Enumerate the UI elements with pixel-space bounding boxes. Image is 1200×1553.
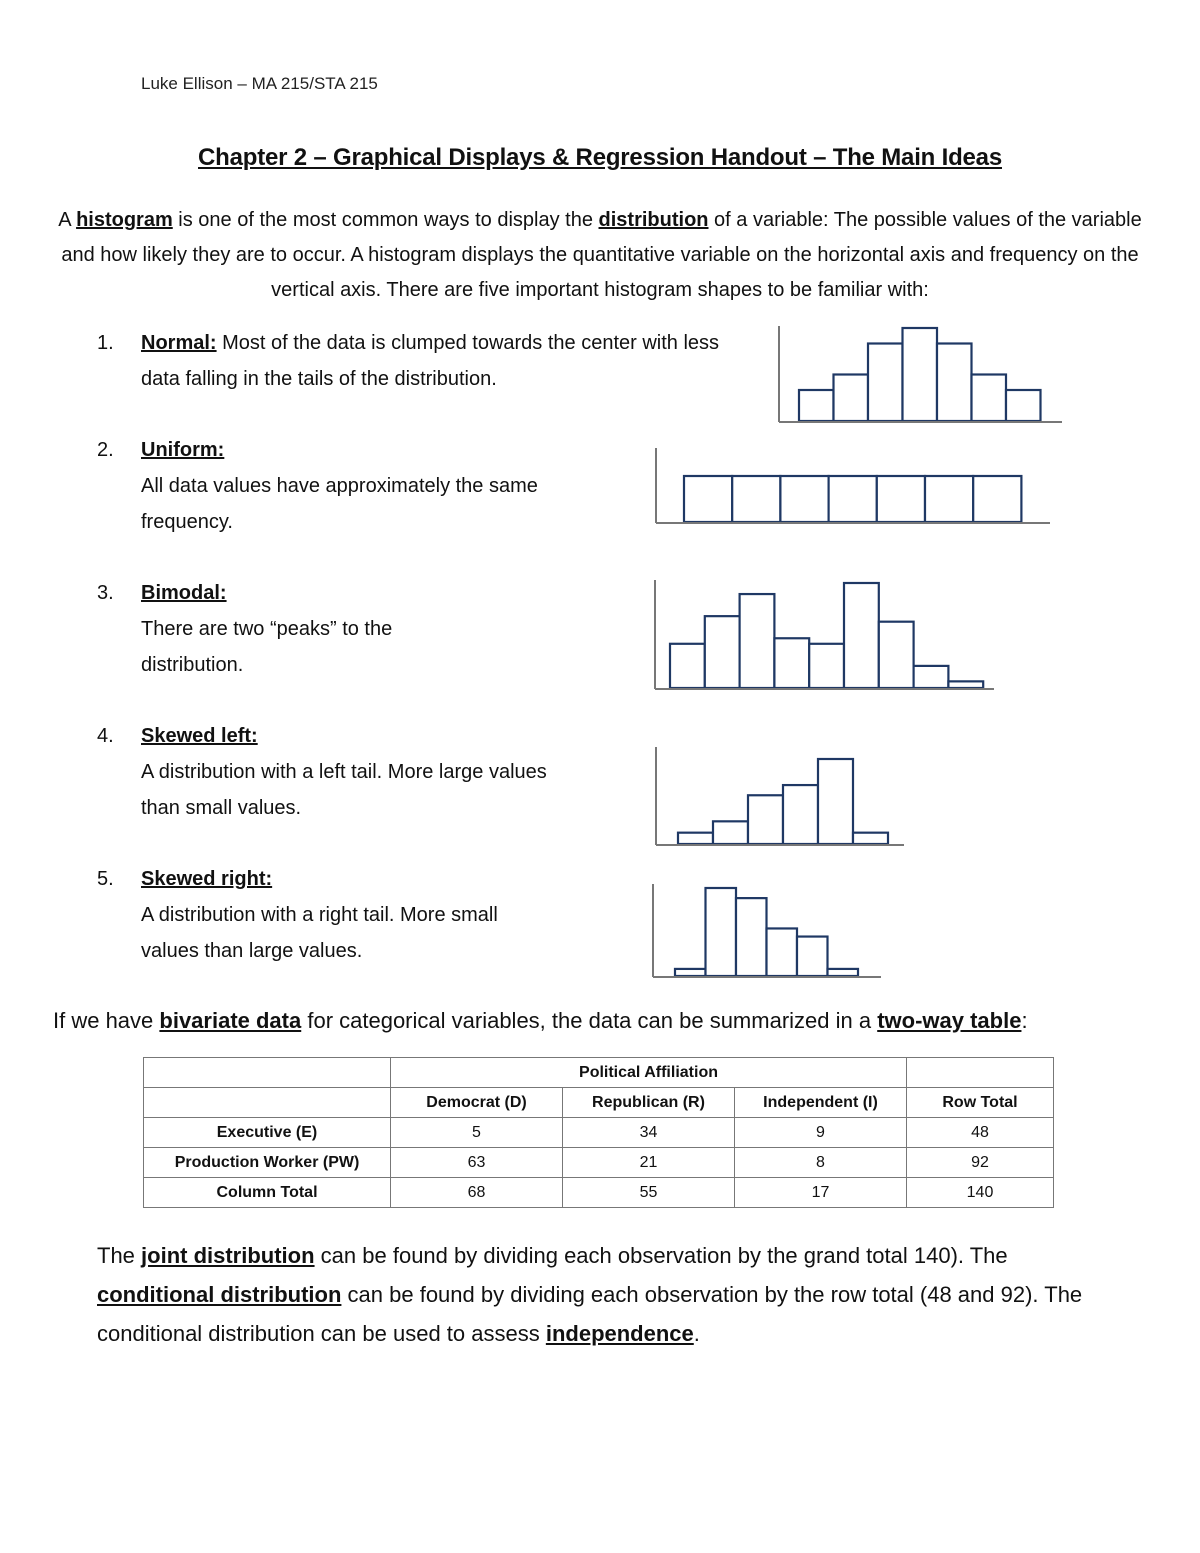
page-title: Chapter 2 – Graphical Displays & Regression Handout – The Main Ideas (198, 144, 1002, 171)
table-cell: 63 (391, 1148, 563, 1178)
column-header: Row Total (907, 1088, 1054, 1118)
shape-number: 3. (97, 582, 114, 604)
table-cell: 34 (563, 1118, 735, 1148)
skewed-left-histogram (652, 745, 906, 848)
histogram-bar (809, 644, 844, 688)
intro-paragraph: A histogram is one of the most common ways to display the distribution of a variable: The possible values of the variable and how likely they are to occur. A histogram displays the quantitative variable on the horizontal axis and frequency on the vertical axis. There are five important histogram shapes to be familiar with: (58, 209, 1142, 301)
histogram-bar (818, 759, 853, 844)
shape-name: Skewed right: (141, 868, 273, 890)
histogram-bar (829, 476, 877, 522)
term-histogram: histogram (76, 209, 173, 231)
table-cell: 5 (391, 1118, 563, 1148)
two-way-table (143, 1057, 1054, 1208)
row-label: Production Worker (PW) (144, 1148, 391, 1178)
closing-paragraph: The joint distribution can be found by dividing each observation by the grand total 140). The conditional distribution can be found by dividing each observation by the row total (48 and 92). The conditional distribution can be used to assess independence. (97, 1243, 1083, 1346)
histogram-bar (914, 666, 949, 688)
term-conditional-distribution: conditional distribution (97, 1282, 342, 1307)
table-cell: 48 (907, 1118, 1054, 1148)
shape-normal-text: Normal: Most of the data is clumped towards the center with less data falling in the tails of the distribution. (141, 332, 720, 390)
table-cell: 92 (907, 1148, 1054, 1178)
normal-histogram (776, 323, 1066, 425)
histogram-bar (925, 476, 973, 522)
shape-number: 1. (97, 332, 114, 354)
shape-bimodal-text: Bimodal: There are two “peaks” to the distribution. (141, 582, 393, 676)
term-distribution: distribution (598, 209, 709, 231)
histogram-bar (879, 622, 914, 688)
histogram-bar (748, 795, 783, 844)
histogram-bar (740, 594, 775, 688)
table-empty-cell (907, 1058, 1054, 1088)
shape-name: Bimodal: (141, 582, 227, 604)
histogram-bar (834, 375, 869, 422)
term-two-way-table: two-way table (877, 1008, 1022, 1033)
histogram-bar (705, 616, 740, 688)
author-line: Luke Ellison – MA 215/STA 215 (141, 74, 378, 93)
skewed-right-histogram (649, 882, 883, 980)
histogram-bar (868, 344, 903, 422)
histogram-bar (1006, 390, 1041, 421)
table-cell: 21 (563, 1148, 735, 1178)
table-row (144, 1178, 1054, 1208)
bivariate-sentence: If we have bivariate data for categorical variables, the data can be summarized in a two-way table: (53, 1008, 1028, 1033)
shape-skewed-right-text: Skewed right: A distribution with a right tail. More small values than large values. (141, 868, 498, 962)
histogram-bar (780, 476, 828, 522)
table-cell: 68 (391, 1178, 563, 1208)
histogram-bar (948, 681, 983, 688)
histogram-bar (732, 476, 780, 522)
term-bivariate-data: bivariate data (159, 1008, 302, 1033)
bimodal-histogram (652, 578, 996, 692)
shape-number: 5. (97, 868, 114, 890)
table-cell: 8 (735, 1148, 907, 1178)
histogram-bar (972, 375, 1007, 422)
histogram-bar (799, 390, 834, 421)
shape-name: Uniform: (141, 439, 225, 461)
shape-number: 4. (97, 725, 114, 747)
histogram-bar (675, 969, 706, 976)
row-label: Column Total (144, 1178, 391, 1208)
table-cell: 140 (907, 1178, 1054, 1208)
histogram-bar (937, 344, 972, 422)
row-label: Executive (E) (144, 1118, 391, 1148)
table-header-row (144, 1088, 1054, 1118)
column-header: Independent (I) (735, 1088, 907, 1118)
histogram-bar (767, 928, 798, 976)
table-cell: 55 (563, 1178, 735, 1208)
uniform-histogram (652, 446, 1054, 526)
histogram-bar (736, 898, 767, 976)
histogram-bar (706, 888, 737, 976)
histogram-bar (853, 833, 888, 844)
column-header: Democrat (D) (391, 1088, 563, 1118)
histogram-bar (844, 583, 879, 688)
histogram-bar (903, 328, 938, 421)
shape-name: Normal: (141, 332, 217, 354)
shape-uniform-text: Uniform: All data values have approximately the same frequency. (141, 439, 538, 533)
table-group-header-row (144, 1058, 1054, 1088)
column-header: Republican (R) (563, 1088, 735, 1118)
table-cell: 17 (735, 1178, 907, 1208)
histogram-bar (828, 969, 859, 976)
histogram-bar (877, 476, 925, 522)
histogram-bar (797, 937, 828, 976)
table-row (144, 1148, 1054, 1178)
histogram-bar (670, 644, 705, 688)
term-joint-distribution: joint distribution (141, 1243, 315, 1268)
histogram-bar (713, 821, 748, 844)
shape-name: Skewed left: (141, 725, 258, 747)
table-corner-cell (144, 1088, 391, 1118)
histogram-bar (678, 833, 713, 844)
table-cell: 9 (735, 1118, 907, 1148)
table-corner-cell (144, 1058, 391, 1088)
histogram-bar (684, 476, 732, 522)
table-row (144, 1118, 1054, 1148)
table-group-header: Political Affiliation (391, 1058, 907, 1088)
histogram-bar (774, 638, 809, 688)
shape-skewed-left-text: Skewed left: A distribution with a left tail. More large values than small values. (141, 725, 547, 819)
term-independence: independence (545, 1321, 694, 1346)
histogram-bar (783, 785, 818, 844)
histogram-bar (973, 476, 1021, 522)
shape-number: 2. (97, 439, 114, 461)
